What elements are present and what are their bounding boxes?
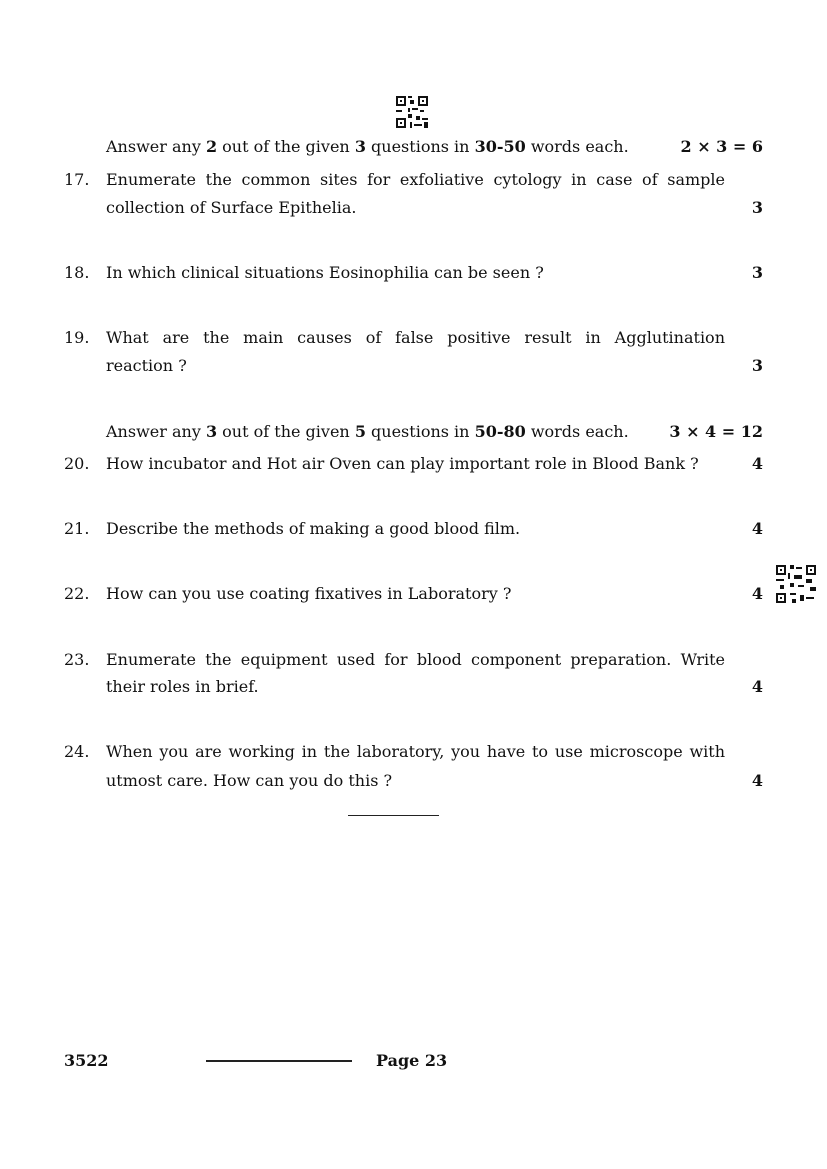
question-text-line: In which clinical situations Eosinophilia can be seen ? xyxy=(106,263,544,282)
question-text-line: When you are working in the laboratory, you have to use microscope with xyxy=(106,742,725,761)
question-text-line: How can you use coating fixatives in Laboratory ? xyxy=(106,584,512,603)
question-text-line: How incubator and Hot air Oven can play important role in Blood Bank ? xyxy=(106,454,699,473)
section-total-marks: 2 × 3 = 6 xyxy=(680,137,763,156)
question-number: 21. xyxy=(64,519,90,538)
question-text-line: Enumerate the equipment used for blood component preparation. Write xyxy=(106,650,725,669)
section-instruction: Answer any 2 out of the given 3 questions in 30-50 words each. xyxy=(106,137,629,156)
question-marks: 4 xyxy=(751,454,763,473)
question-marks: 4 xyxy=(751,584,763,603)
question-marks: 3 xyxy=(751,356,763,375)
qr-code-icon xyxy=(776,565,816,603)
question-text-line: Enumerate the common sites for exfoliative cytology in case of sample xyxy=(106,170,725,189)
question-text-line: reaction ? xyxy=(106,356,187,375)
question-text-line: Describe the methods of making a good blood film. xyxy=(106,519,521,538)
question-number: 24. xyxy=(64,742,90,761)
section-instruction: Answer any 3 out of the given 5 questions in 50-80 words each. xyxy=(106,422,629,441)
footer-divider xyxy=(206,1060,352,1062)
question-marks: 3 xyxy=(751,198,763,217)
question-number: 22. xyxy=(64,584,90,603)
question-text-line: their roles in brief. xyxy=(106,677,259,696)
question-number: 20. xyxy=(64,454,90,473)
question-marks: 4 xyxy=(751,677,763,696)
question-marks: 4 xyxy=(751,771,763,790)
section-total-marks: 3 × 4 = 12 xyxy=(669,422,763,441)
qr-code-icon xyxy=(396,96,428,128)
question-marks: 4 xyxy=(751,519,763,538)
question-text-line: utmost care. How can you do this ? xyxy=(106,771,393,790)
end-of-section-rule xyxy=(348,815,439,816)
question-text-line: collection of Surface Epithelia. xyxy=(106,198,357,217)
question-number: 17. xyxy=(64,170,90,189)
question-number: 18. xyxy=(64,263,90,282)
paper-code: 3522 xyxy=(64,1051,109,1070)
page-number: Page 23 xyxy=(376,1051,448,1070)
question-text-line: What are the main causes of false positive result in Agglutination xyxy=(106,328,725,347)
question-marks: 3 xyxy=(751,263,763,282)
question-number: 23. xyxy=(64,650,90,669)
question-number: 19. xyxy=(64,328,90,347)
